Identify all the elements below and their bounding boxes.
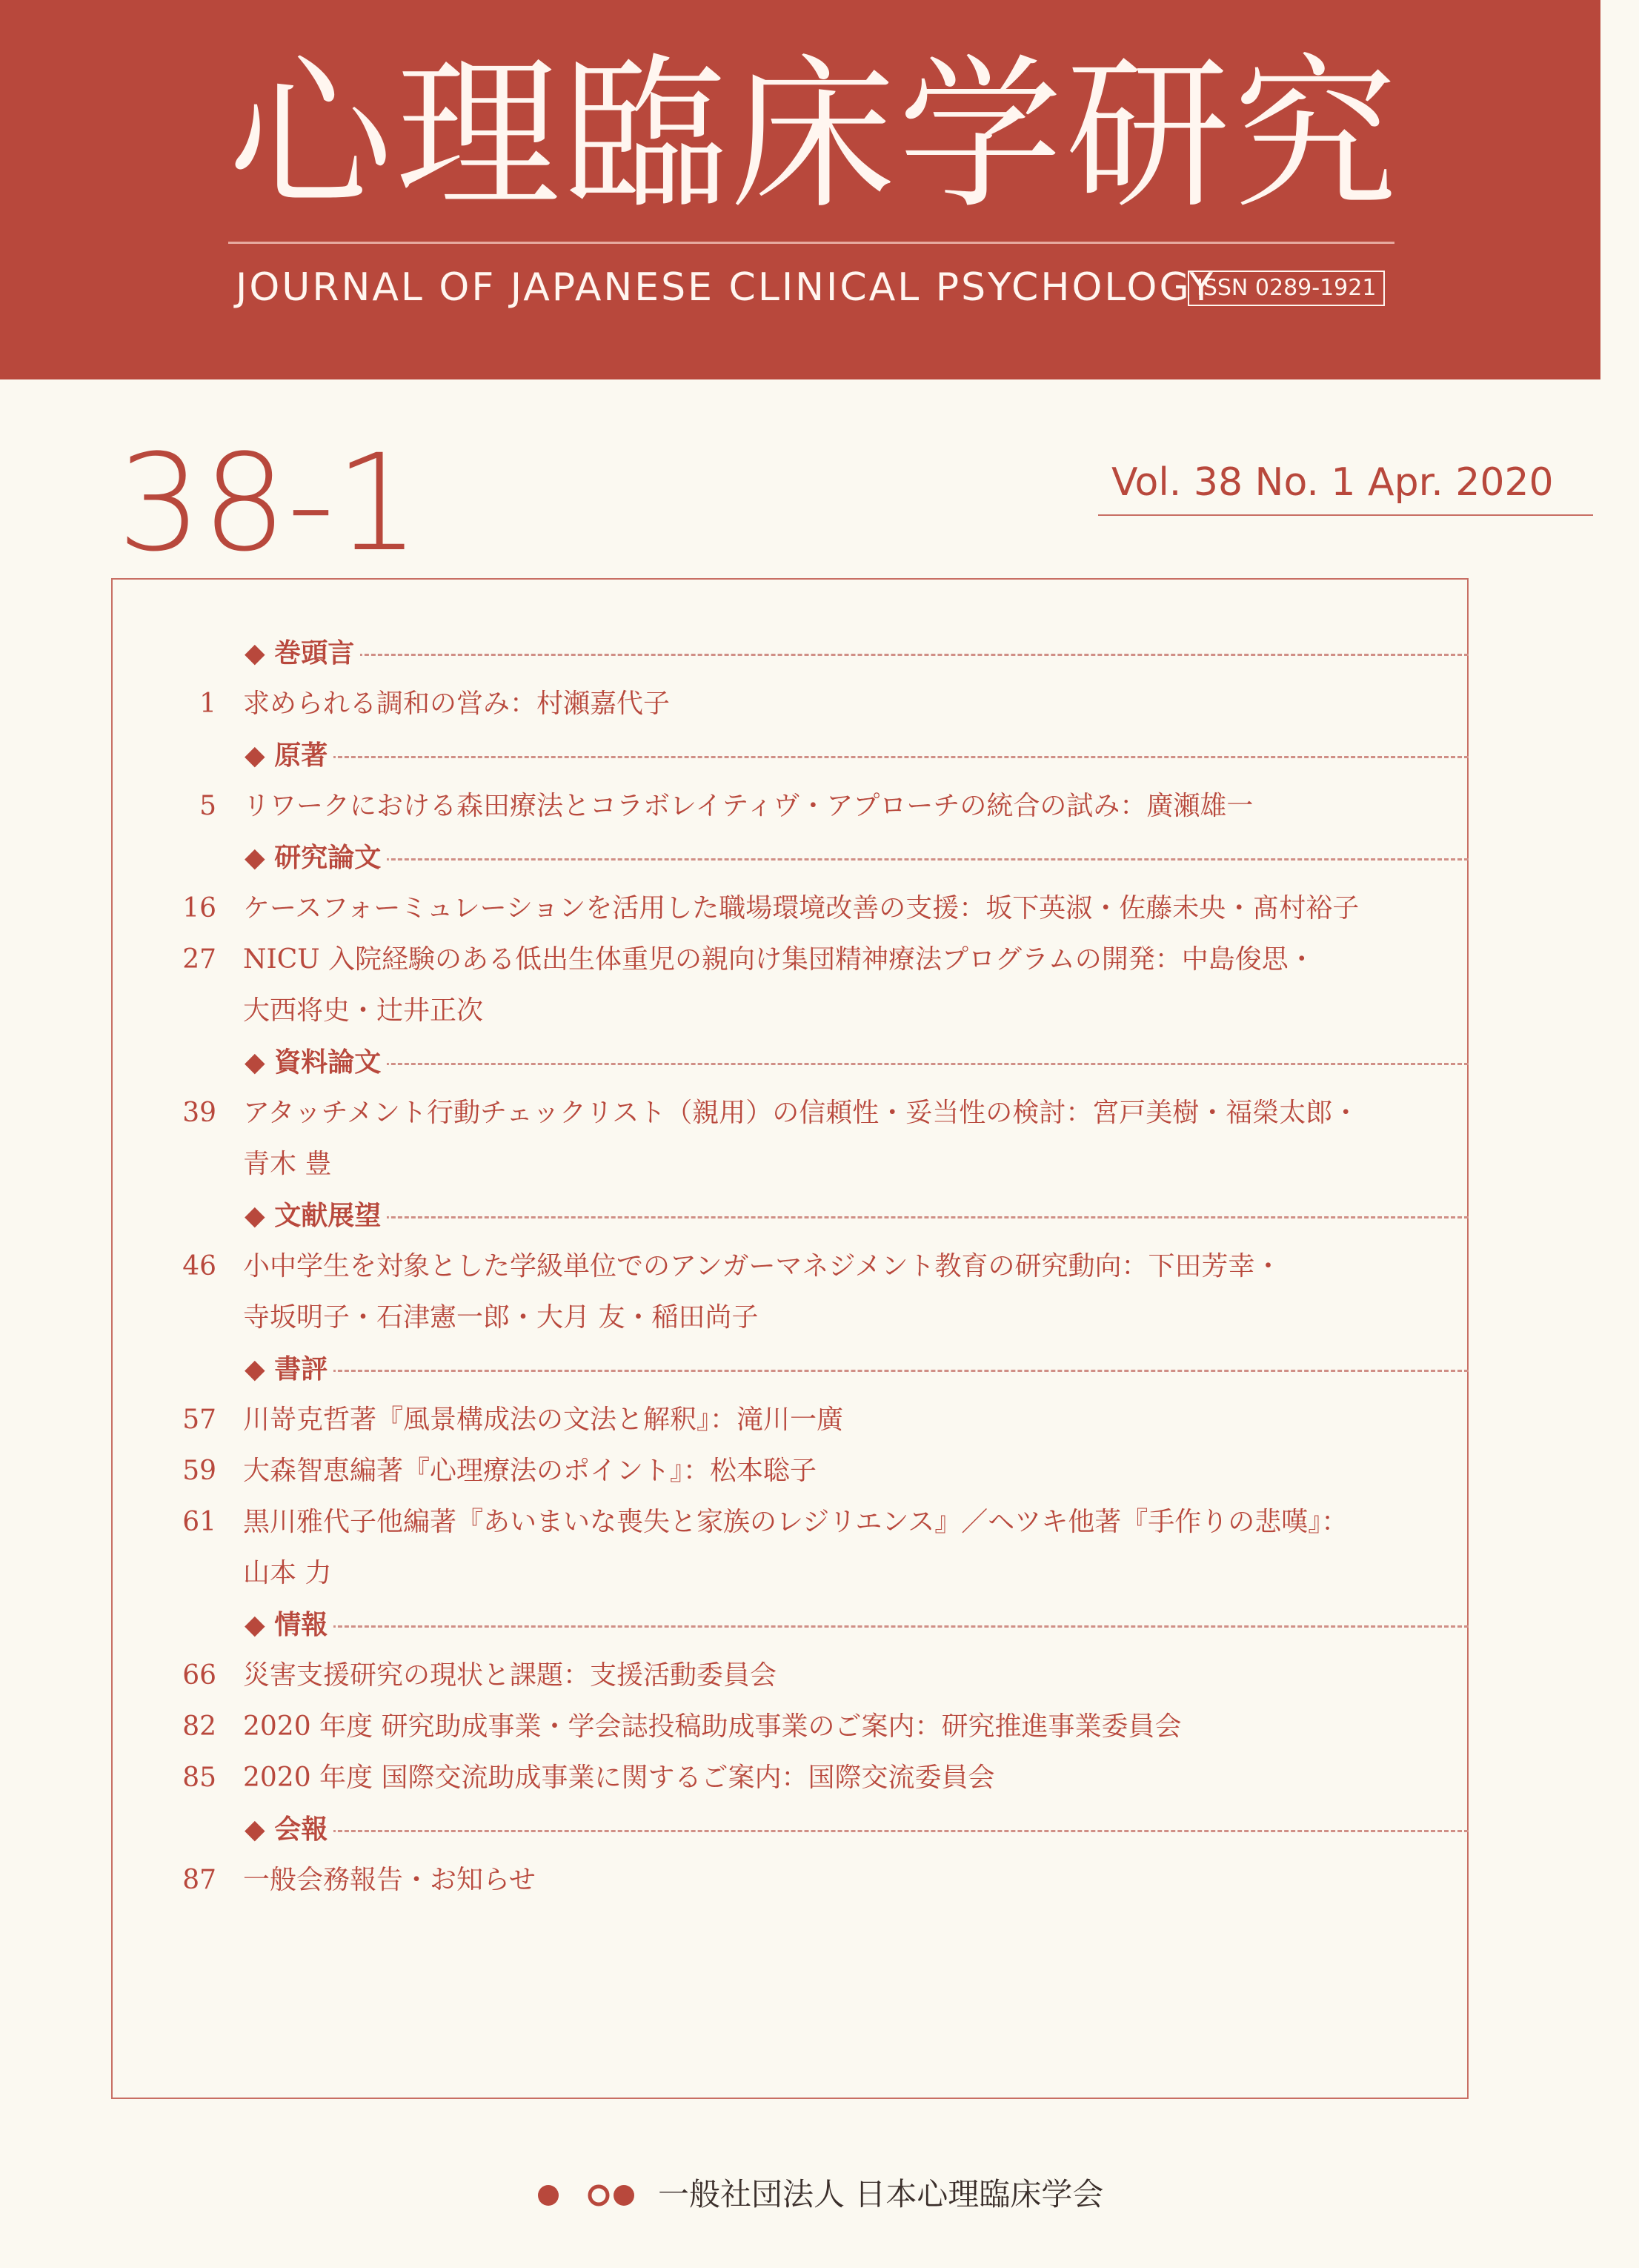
- toc-section-society-report: [111, 1803, 1469, 1855]
- section-dashed-rule: [245, 1063, 1469, 1065]
- entry-title: 青木 豊: [243, 1149, 332, 1179]
- section-label: ◆ 研究論文: [245, 832, 387, 883]
- toc-section-information: [111, 1599, 1469, 1651]
- section-dashed-rule: [245, 1216, 1469, 1218]
- toc-entry[interactable]: [111, 1752, 1469, 1804]
- toc-entry[interactable]: [111, 678, 1469, 730]
- entry-title: 求められる調和の営み：村瀬嘉代子: [243, 689, 671, 719]
- page-number: 57: [182, 1405, 216, 1435]
- toc-entry[interactable]: [111, 780, 1469, 832]
- toc-section-foreword: [111, 627, 1469, 679]
- entry-title: 災害支援研究の現状と課題：支援活動委員会: [243, 1660, 777, 1691]
- toc-section-original-article: [111, 729, 1469, 781]
- cover-header-band: [0, 0, 1600, 379]
- section-label: ◆ 情報: [245, 1599, 333, 1651]
- entry-title: 2020 年度 研究助成事業・学会誌投稿助成事業のご案内：研究推進事業委員会: [243, 1711, 1182, 1742]
- entry-title: NICU 入院経験のある低出生体重児の親向け集団精神療法プログラムの開発：中島俊思・: [243, 944, 1315, 975]
- entry-title: 川嵜克哲著『風景構成法の文法と解釈』：滝川一廣: [243, 1405, 844, 1435]
- section-label: ◆ 資料論文: [245, 1036, 387, 1088]
- issn-badge: ISSN 0289-1921: [1188, 271, 1385, 306]
- entry-title: 2020 年度 国際交流助成事業に関するご案内：国際交流委員会: [243, 1763, 995, 1793]
- page-number: 87: [182, 1865, 216, 1895]
- volume-divider: [1098, 514, 1593, 516]
- volume-info: Vol. 38 No. 1 Apr. 2020: [1111, 460, 1554, 505]
- page-number: 82: [182, 1711, 216, 1742]
- entry-title: 大西将史・辻井正次: [243, 995, 484, 1026]
- page-number: 85: [182, 1763, 216, 1793]
- entry-title: 大森智恵編著『心理療法のポイント』：松本聡子: [243, 1456, 817, 1486]
- section-dashed-rule: [245, 654, 1469, 656]
- toc-entry[interactable]: [111, 1394, 1469, 1446]
- toc-section-data-papers: [111, 1036, 1469, 1088]
- entry-title: 黒川雅代子他編著『あいまいな喪失と家族のレジリエンス』／ヘツキ他著『手作りの悲嘆』：: [243, 1507, 1349, 1537]
- entry-title: 山本 力: [243, 1558, 332, 1588]
- toc-entry[interactable]: [111, 934, 1469, 986]
- toc-entry-continuation[interactable]: [111, 985, 1469, 1037]
- section-dashed-rule: [245, 1625, 1469, 1628]
- toc-entry[interactable]: [111, 883, 1469, 935]
- entry-title: ケースフォーミュレーションを活用した職場環境改善の支援：坂下英淑・佐藤未央・髙村裕子: [243, 893, 1360, 924]
- page-number: 46: [182, 1251, 216, 1281]
- section-dashed-rule: [245, 858, 1469, 861]
- entry-title: リワークにおける森田療法とコラボレイティヴ・アプローチの統合の試み：廣瀬雄一: [243, 791, 1254, 821]
- toc-entry[interactable]: [111, 1445, 1469, 1497]
- toc-section-book-reviews: [111, 1343, 1469, 1395]
- page-number: 1: [199, 689, 216, 719]
- section-label: ◆ 書評: [245, 1343, 333, 1395]
- section-label: ◆ 原著: [245, 729, 333, 781]
- toc-section-research-papers: [111, 832, 1469, 883]
- journal-title: 心理臨床学研究: [228, 40, 1400, 231]
- page-number: 66: [182, 1660, 216, 1691]
- section-label: ◆ 文献展望: [245, 1190, 387, 1241]
- entry-title: 寺坂明子・石津憲一郎・大月 友・稲田尚子: [243, 1302, 759, 1333]
- publisher-name: 一般社団法人 日本心理臨床学会: [658, 2176, 1104, 2212]
- toc-entry[interactable]: [111, 1496, 1469, 1548]
- entry-title: アタッチメント行動チェックリスト（親用）の信頼性・妥当性の検討：宮戸美樹・福榮太郎・: [243, 1098, 1360, 1128]
- toc-entry-continuation[interactable]: [111, 1548, 1469, 1599]
- journal-english-title: JOURNAL OF JAPANESE CLINICAL PSYCHOLOGY: [236, 265, 1215, 310]
- page-number: 16: [182, 893, 216, 924]
- toc-entry[interactable]: [111, 1241, 1469, 1293]
- toc-section-literature-review: [111, 1190, 1469, 1241]
- entry-title: 一般会務報告・お知らせ: [243, 1865, 536, 1895]
- page-number: 39: [182, 1098, 216, 1128]
- section-label: ◆ 会報: [245, 1803, 333, 1855]
- toc-entry[interactable]: [111, 1701, 1469, 1753]
- society-logo-icon: [533, 2166, 645, 2225]
- toc-entry[interactable]: [111, 1650, 1469, 1702]
- page-number: 27: [182, 944, 216, 975]
- toc-entry[interactable]: [111, 1854, 1469, 1906]
- section-dashed-rule: [245, 756, 1469, 758]
- title-divider: [228, 242, 1394, 244]
- section-dashed-rule: [245, 1370, 1469, 1372]
- entry-title: 小中学生を対象とした学級単位でのアンガーマネジメント教育の研究動向：下田芳幸・: [243, 1251, 1282, 1281]
- toc-entry-continuation[interactable]: [111, 1292, 1469, 1344]
- page-number: 5: [199, 791, 216, 821]
- page-number: 61: [182, 1507, 216, 1537]
- page-number: 59: [182, 1456, 216, 1486]
- toc-entry[interactable]: [111, 1087, 1469, 1139]
- section-dashed-rule: [245, 1830, 1469, 1832]
- issue-number: 38-1: [117, 426, 420, 581]
- section-label: ◆ 巻頭言: [245, 627, 360, 679]
- toc-entry-continuation[interactable]: [111, 1138, 1469, 1190]
